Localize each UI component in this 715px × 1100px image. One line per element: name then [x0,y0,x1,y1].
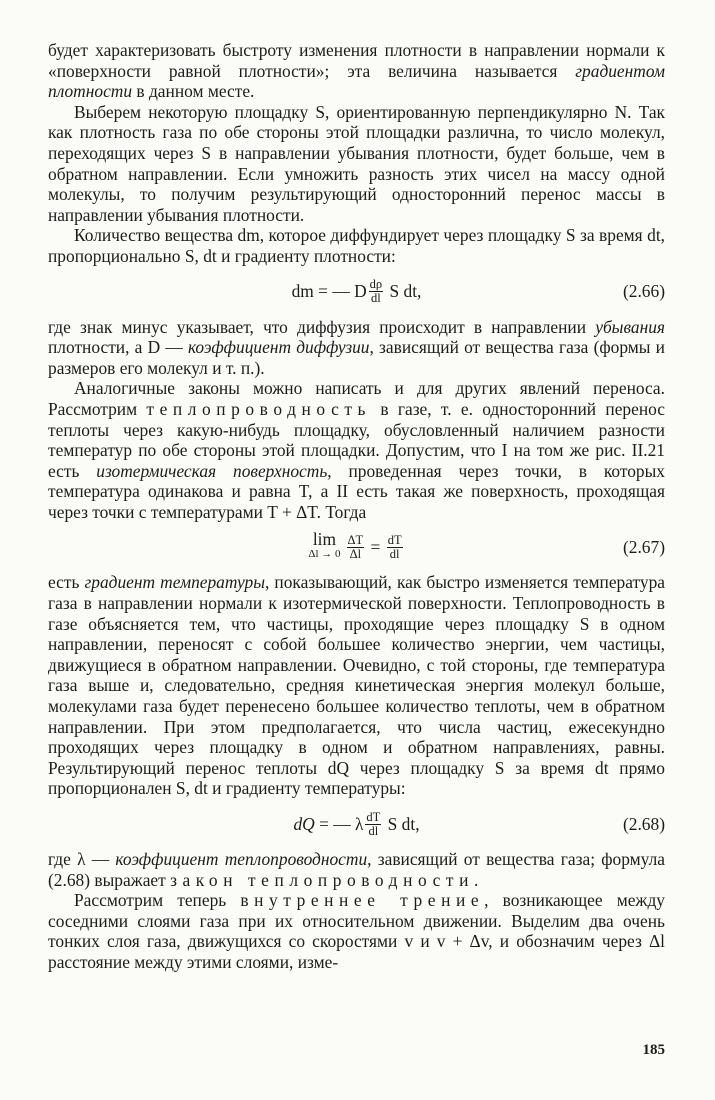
term-density-gradient: градиентом плотности [48,60,665,102]
paragraph-6: есть градиент температуры, показывающий, как быстро изменяется температура газа в направлении нормали к изотермической поверхности. Теплопроводность в газе объясняется тем, что частицы, проходящие через площадку S в одном направлении, переносят с собой большее количество энергии, чем частицы, движущиеся в обратном направлении. Очевидно, с той стороны, где температура газа выше и, следовательно, средняя кинетическая энергия молекул больше, молекулами газа будет перенесено большее количество теплоты, чем в обратном направлении. При этом предполагается, что числа частиц, ежесекундно проходящих через площадку в одном и обратном направлениях, равны. Результирующий перенос теплоты dQ через площадку S за время dt прямо пропорционален S, dt и градиенту температуры: [48,572,665,799]
equation-2-68 [48,801,665,847]
eq267-fraction-2: $\frac{dT}{dl}$ [387,532,402,561]
term-thermal-conductivity-coefficient: коэффициент теплопроводности [115,849,368,869]
term-temperature-gradient: градиент температуры [84,572,265,593]
paragraph-5: Аналогичные законы можно написать и для других явлений переноса. Рассмотрим теплопроводность в газе, т. е. односторонний перенос теплоты через какую-нибудь площадку, обусловленный наличием разности температур по обе стороны этой площадки. Допустим, что I на том же рис. II.21 есть изотермическая поверхность, проведенная через точки, в которых температура одинакова и равна T, а II есть такая же поверхность, проходящая через точки с температурами T + ΔT. Тогда [48,378,666,522]
paragraph-1: будет характеризовать быстроту изменения плотности в направлении нормали к «поверхности равной плотности»; эта величина называется градиентом плотности в данном месте. [48,40,665,102]
eq268-rhs: S dt, [383,813,420,834]
paragraph-3: Количество вещества dm, которое диффундирует через площадку S за время dt, пропорционально S, dt и градиенту плотности: [48,225,665,266]
term-isothermal-surface: изотермическая поверхность [96,460,328,481]
equation-2-67: lim Δl → 0 $\frac{\Delta T}{\Delta l}$ = $\frac{dT}{dl}$ (2.67) [48,524,665,570]
eq268-fraction: $\frac{dT}{dl}$ [366,809,381,838]
page-number: 185 [642,1042,665,1058]
eq266-rhs: S dt, [385,281,422,302]
eq266-lhs: dm [291,281,314,302]
equation-number-2-68: (2.68) [622,813,665,834]
eq266-eq: = — D [313,281,367,302]
eq267-limit: lim Δl → 0 [308,529,341,561]
term-diffusion-coefficient: коэффициент диффузии [187,337,370,358]
eq268-lhs: dQ [293,813,315,834]
eq266-fraction: $\frac{d\rho}{dl}$ [369,277,383,306]
equation-2-66 [48,269,665,315]
equation-number-2-67: (2.67) [622,537,665,558]
paragraph-7: где λ — коэффициент теплопроводности, зависящий от вещества газа; формула (2.68) выражает закон теплопроводности. [48,849,665,890]
equation-number-2-66: (2.66) [622,281,665,302]
paragraph-4: где знак минус указывает, что диффузия происходит в направлении убывания плотности, а D — коэффициент диффузии, зависящий от вещества газа (формы и размеров его молекул и т. п.). [48,316,665,378]
paragraph-2: Выберем некоторую площадку S, ориентированную перпендикулярно N. Так как плотность газа по обе стороны этой площадки различна, то число молекул, переходящих через S в направлении убывания плотности, будет больше, чем в обратном направлении. Если умножить разность этих чисел на массу одной молекулы, то получим результирующий односторонний перенос массы в направлении убывания плотности. [48,101,665,225]
paragraph-8: Рассмотрим теперь внутреннее трение, возникающее между соседними слоями газа при их относительном движении. Выделим два очень тонких слоя газа, движущихся со скоростями v и v + Δv, и обозначим через Δl расстояние между этими слоями, изме- [48,890,665,972]
eq268-eq: = — λ [314,813,364,834]
term-internal-friction: внутреннее трение [240,890,485,911]
term-thermal-conduction: теплопроводность [146,398,372,419]
term-law-of-thermal-conduction: закон теплопроводности [170,869,474,890]
eq267-fraction-1: $\frac{\Delta T}{\Delta l}$ [347,532,364,561]
